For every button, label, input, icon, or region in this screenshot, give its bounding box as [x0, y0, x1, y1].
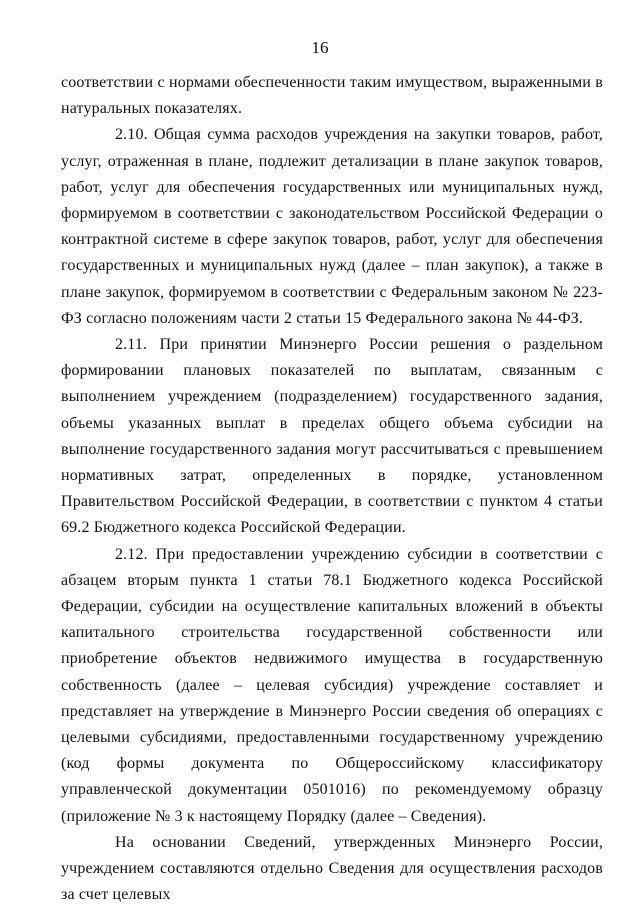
paragraph-clause-2-12-continued: На основании Сведений, утвержденных Минэнерго России, учреждением составляются отдельно Сведения для осуществления расходов за счет целевых [61, 833, 603, 904]
paragraph-clause-2-11: 2.11. При принятии Минэнерго России решения о раздельном формировании плановых показателей по выплатам, связанным с выполнением учреждением (подразделением) государственного задания, объемы указанных выплат в пределах общего объема субсидии на выполнение государственного задания могут рассчитываться с превышением нормативных затрат, определенных в порядке, установленном Правительством Российской Федерации, в соответствии с пунктом 4 статьи 69.2 Бюджетного кодекса Российской Федерации. [61, 336, 603, 537]
page-number: 16 [311, 38, 329, 57]
paragraph-continuation: соответствии с нормами обеспеченности таким имуществом, выраженными в натуральных показателях. [61, 74, 603, 118]
paragraph-clause-2-10: 2.10. Общая сумма расходов учреждения на закупки товаров, работ, услуг, отраженная в плане, подлежит детализации в плане закупок товаров, работ, услуг для обеспечения государственных или муниципальных нужд, формируемом в соответствии с законодательством Российской Федерации о контрактной системе в сфере закупок товаров, работ, услуг для обеспечения государственных и муниципальных нужд (далее – план закупок), а также в плане закупок, формируемом в соответствии с Федеральным законом № 223-ФЗ согласно положениям части 2 статьи 15 Федерального закона № 44-ФЗ. [61, 126, 603, 327]
paragraph-clause-2-12: 2.12. При предоставлении учреждению субсидии в соответствии с абзацем вторым пункта 1 статьи 78.1 Бюджетного кодекса Российской Федерации, субсидии на осуществление капитальных вложений в объекты капитального строительства государственной собственности или приобретение объектов недвижимого имущества в государственную собственность (далее – целевая субсидия) учреждение составляет и представляет на утверждение в Минэнерго России сведения об операциях с целевыми субсидиями, предоставленными государственному учреждению (код формы документа по Общероссийскому классификатору управленческой документации 0501016) по рекомендуемому образцу (приложение № 3 к настоящему Порядку (далее – Сведения). [61, 545, 603, 825]
document-body [61, 70, 603, 909]
